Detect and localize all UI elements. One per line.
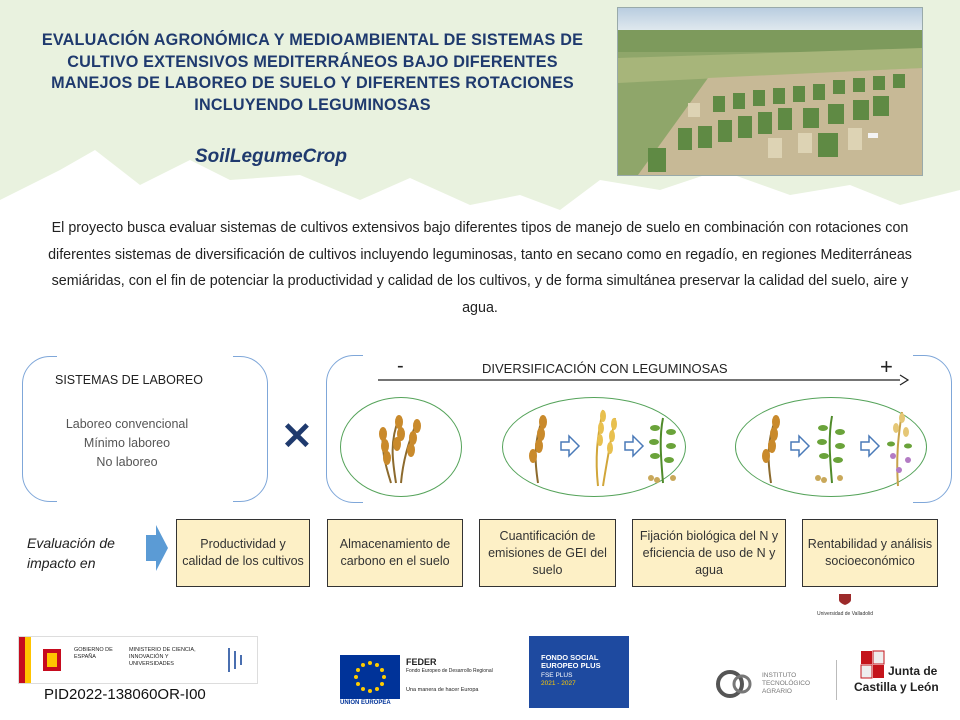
aerial-field-photo bbox=[617, 7, 923, 176]
poster-title: EVALUACIÓN AGRONÓMICA Y MEDIOAMBIENTAL DE SISTEMAS DE CULTIVO EXTENSIVOS MEDITERRÁNEOS BAJO DIFERENTES MANEJOS DE LABOREO DE SUELO Y DIFERENTES ROTACIONES INCLUYENDO LEGUMINOSAS bbox=[41, 31, 584, 114]
junta-cyl-logo: Junta de Castilla y León bbox=[852, 650, 952, 710]
multiply-icon: ✕ bbox=[281, 416, 313, 458]
coat-of-arms-icon bbox=[37, 643, 67, 677]
eu-stars-icon bbox=[340, 655, 400, 699]
rotation-monoculture-ellipse bbox=[340, 397, 462, 497]
barley-icon bbox=[597, 410, 617, 486]
legume-icon bbox=[648, 418, 676, 483]
gobierno-espana-logo: GOBIERNO DE ESPAÑA MINISTERIO DE CIENCIA, INNOVACIÓN Y UNIVERSIDADES bbox=[18, 636, 258, 684]
project-acronym: SoilLegumeCrop bbox=[195, 146, 348, 167]
arrow-right-icon bbox=[791, 436, 809, 456]
feder-ue-logo: UNIÓN EUROPEA FEDER Fondo Europeo de Desarrollo Regional Una manera de hacer Europa bbox=[340, 655, 500, 711]
cyl-shield-icon bbox=[860, 650, 886, 680]
evaluation-label: Evaluación de impacto en bbox=[27, 535, 115, 571]
aei-logo-icon bbox=[219, 643, 251, 677]
wheat-icon bbox=[762, 415, 780, 483]
itacyl-logo: INSTITUTO TECNOLÓGICO AGRARIO bbox=[714, 664, 834, 704]
wheat-icon bbox=[529, 415, 547, 483]
tillage-list bbox=[42, 415, 212, 472]
impact-box-carbon: Almacenamiento de carbono en el suelo bbox=[327, 519, 463, 587]
diversification-heading: DIVERSIFICACIÓN CON LEGUMINOSAS bbox=[482, 361, 728, 376]
arrow-right-icon bbox=[561, 436, 579, 456]
logo-divider bbox=[836, 660, 837, 700]
rotation-multi-legume-ellipse bbox=[735, 397, 927, 497]
less-diversification-sign: - bbox=[397, 355, 404, 377]
oat-vetch-icon bbox=[887, 412, 912, 486]
impact-box-productivity: Productividad y calidad de los cultivos bbox=[176, 519, 310, 587]
tillage-item: Laboreo convencional bbox=[65, 417, 189, 431]
evaluation-arrow-icon bbox=[146, 525, 168, 571]
fse-plus-logo: FONDO SOCIAL EUROPEO PLUS FSE PLUS 2021 - 2027 bbox=[529, 636, 629, 708]
project-description: El proyecto busca evaluar sistemas de cultivos extensivos bajo diferentes tipos de manejo de suelo en combinación con rotaciones con diferentes sistemas de diversificación de cultivos incluyendo leguminosas, tanto en secano como en regadío, en regiones Mediterráneas semiáridas, con el fin de potenciar la productividad y calidad de los cultivos, y de forma simultánea preservar la calidad del suelo, aire y agua. bbox=[48, 220, 912, 316]
tillage-item: No laboreo bbox=[96, 455, 158, 469]
tillage-heading: SISTEMAS DE LABOREO bbox=[55, 373, 203, 387]
arrow-right-icon bbox=[625, 436, 643, 456]
itacyl-swirl-icon bbox=[714, 668, 758, 700]
diversification-arrow-icon bbox=[378, 374, 910, 386]
rotation-cereal-legume-ellipse bbox=[502, 397, 686, 497]
project-code: PID2022-138060OR-I00 bbox=[44, 686, 206, 703]
impact-box-nitrogen: Fijación biológica del N y eficiencia de uso de N y agua bbox=[632, 519, 786, 587]
impact-box-economics: Rentabilidad y análisis socioeconómico bbox=[802, 519, 938, 587]
more-diversification-sign: + bbox=[880, 354, 893, 379]
wheat-icon bbox=[379, 415, 421, 483]
impact-box-ghg: Cuantificación de emisiones de GEI del suelo bbox=[479, 519, 616, 587]
legume-icon bbox=[815, 416, 845, 483]
uva-logo: Universidad de Valladolid bbox=[815, 592, 875, 617]
arrow-right-icon bbox=[861, 436, 879, 456]
tillage-item: Mínimo laboreo bbox=[83, 436, 171, 450]
